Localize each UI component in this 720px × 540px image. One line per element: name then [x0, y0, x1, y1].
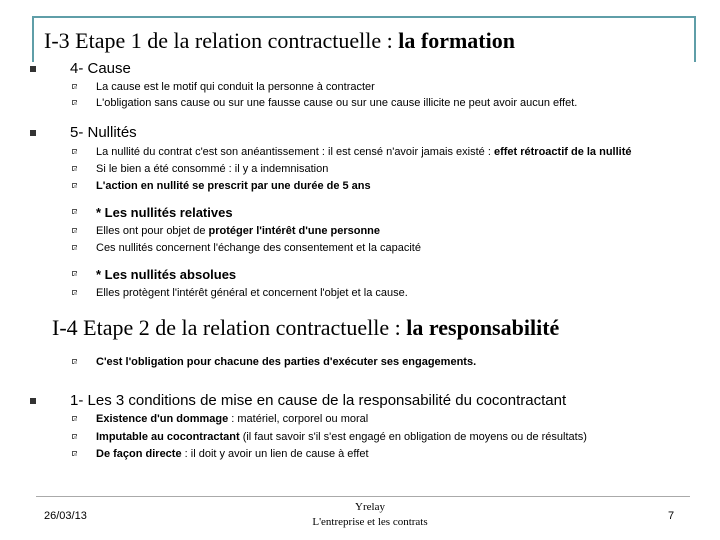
- section-title: [52, 315, 559, 341]
- section-title-highlight: la responsabilité: [406, 315, 560, 340]
- footer-center: [270, 500, 470, 530]
- title-frame-right: [694, 16, 696, 62]
- title-frame-left: [32, 16, 34, 62]
- checkbox-bullet-icon: [72, 149, 77, 154]
- checkbox-bullet-icon: [72, 451, 77, 456]
- square-bullet-icon: [30, 130, 36, 136]
- square-bullet-icon: [30, 66, 36, 72]
- checkbox-bullet-icon: [72, 209, 77, 214]
- checkbox-bullet-icon: [72, 271, 77, 276]
- section-title-prefix: I-4 Etape 2 de la relation contractuelle :: [52, 315, 407, 340]
- footer-subtitle: L'entreprise et les contrats: [312, 516, 428, 528]
- checkbox-bullet-icon: [72, 290, 77, 295]
- title-frame-top: [32, 16, 696, 18]
- checkbox-bullet-icon: [72, 183, 77, 188]
- slide-title-prefix: I-3 Etape 1 de la relation contractuelle :: [44, 28, 399, 53]
- checkbox-bullet-icon: [72, 166, 77, 171]
- footer-date: 26/03/13: [44, 510, 87, 522]
- checkbox-bullet-icon: [72, 84, 77, 89]
- footer-author: Yrelay: [355, 501, 385, 513]
- slide-title-highlight: la formation: [398, 28, 515, 53]
- checkbox-bullet-icon: [72, 245, 77, 250]
- footer-divider: [36, 496, 690, 497]
- slide-title: [44, 28, 515, 54]
- checkbox-bullet-icon: [72, 228, 77, 233]
- checkbox-bullet-icon: [72, 359, 77, 364]
- square-bullet-icon: [30, 398, 36, 404]
- checkbox-bullet-icon: [72, 100, 77, 105]
- page-number: 7: [668, 510, 675, 522]
- checkbox-bullet-icon: [72, 416, 77, 421]
- checkbox-bullet-icon: [72, 434, 77, 439]
